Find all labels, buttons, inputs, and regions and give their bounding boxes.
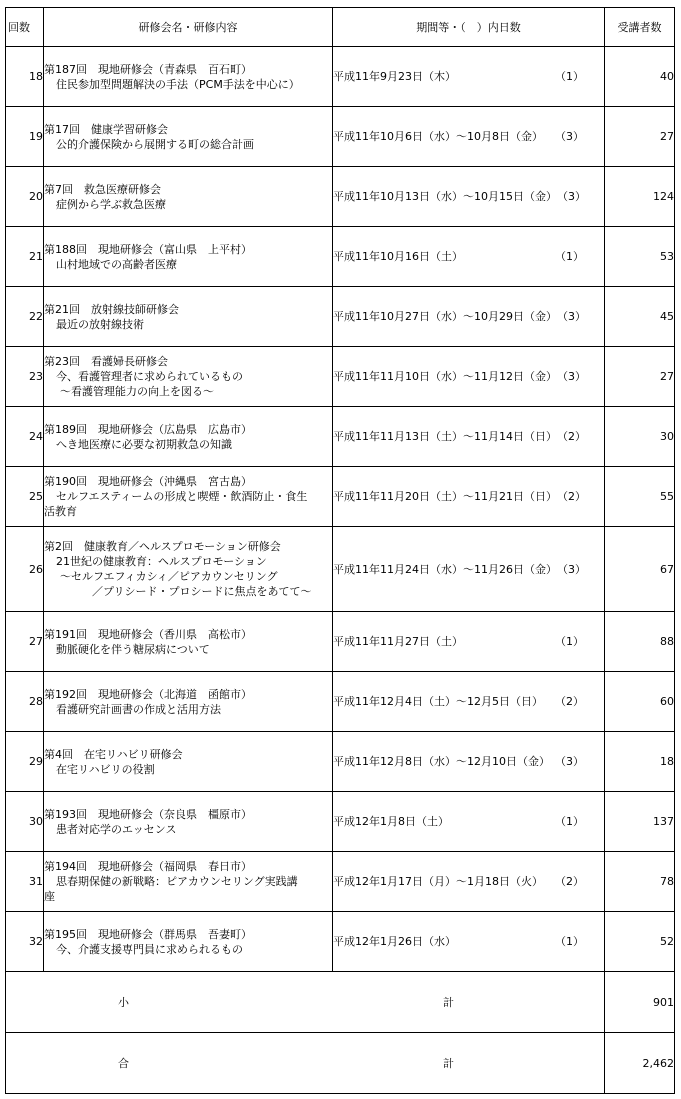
content-line: 今、介護支援専門員に求められるもの xyxy=(56,942,243,956)
row-period xyxy=(333,852,605,912)
table-row xyxy=(6,47,675,107)
title-line: 第192回 現地研修会（北海道 函館市） xyxy=(44,687,252,701)
content-line: 座 xyxy=(44,890,55,903)
row-title xyxy=(44,612,333,672)
row-no: 23 xyxy=(6,347,44,407)
title-line: 第7回 救急医療研修会 xyxy=(44,182,161,196)
period-date: 平成11年10月16日（土） xyxy=(333,250,463,263)
period-days: （2） xyxy=(555,875,584,888)
header-period: 期間等・（ ）内日数 xyxy=(333,8,605,47)
row-count: 27 xyxy=(605,107,675,167)
row-count: 45 xyxy=(605,287,675,347)
row-title xyxy=(44,167,333,227)
row-period xyxy=(333,527,605,612)
row-no: 22 xyxy=(6,287,44,347)
row-title xyxy=(44,912,333,972)
content-line: 住民参加型問題解決の手法（PCM手法を中心に） xyxy=(56,77,300,91)
row-count: 40 xyxy=(605,47,675,107)
table-row xyxy=(6,407,675,467)
header-row xyxy=(6,8,675,47)
title-line: 第190回 現地研修会（沖縄県 宮古島） xyxy=(44,475,252,488)
row-period xyxy=(333,227,605,287)
period-days: （2） xyxy=(555,695,584,708)
period-date: 平成11年11月27日（土） xyxy=(333,635,463,648)
row-title xyxy=(44,347,333,407)
content-line: 症例から学ぶ救急医療 xyxy=(56,197,166,211)
table-row xyxy=(6,227,675,287)
row-title xyxy=(44,852,333,912)
period-date: 平成11年9月23日（木） xyxy=(333,70,456,83)
header-no: 回数 xyxy=(6,8,44,47)
period-days: （3） xyxy=(556,310,586,323)
row-count: 67 xyxy=(605,527,675,612)
period-date: 平成11年11月24日（水）～11月26日（金） xyxy=(333,562,557,576)
period-date: 平成11年11月13日（土）～11月14日（日） xyxy=(333,430,557,443)
subtotal-label xyxy=(6,972,605,1033)
row-period xyxy=(333,672,605,732)
period-date: 平成11年11月20日（土）～11月21日（日） xyxy=(333,490,557,503)
row-count: 78 xyxy=(605,852,675,912)
row-period xyxy=(333,467,605,527)
row-title xyxy=(44,672,333,732)
content-line: 在宅リハビリの役割 xyxy=(56,762,155,776)
row-no: 32 xyxy=(6,912,44,972)
period-days: （3） xyxy=(556,190,586,203)
content-line: 21世紀の健康教育：ヘルスプロモーション xyxy=(56,555,267,568)
table-row xyxy=(6,347,675,407)
title-line: 第187回 現地研修会（青森県 百石町） xyxy=(44,62,252,76)
row-period xyxy=(333,612,605,672)
row-period xyxy=(333,47,605,107)
row-title xyxy=(44,107,333,167)
table-row xyxy=(6,672,675,732)
row-title xyxy=(44,467,333,527)
period-date: 平成11年10月13日（水）～10月15日（金） xyxy=(333,190,557,203)
row-no: 29 xyxy=(6,732,44,792)
row-period xyxy=(333,792,605,852)
table-row xyxy=(6,167,675,227)
period-date: 平成11年10月6日（水）～10月8日（金） xyxy=(333,130,543,143)
row-no: 25 xyxy=(6,467,44,527)
period-days: （1） xyxy=(555,935,584,948)
content-line: 今、看護管理者に求められているもの xyxy=(56,370,243,383)
period-date: 平成11年10月27日（水）～10月29日（金） xyxy=(333,310,557,323)
content-line: 山村地域での高齢者医療 xyxy=(56,257,177,271)
total-count: 2,462 xyxy=(605,1033,675,1094)
row-count: 53 xyxy=(605,227,675,287)
row-count: 52 xyxy=(605,912,675,972)
total-row xyxy=(6,1033,675,1094)
row-period xyxy=(333,287,605,347)
row-period xyxy=(333,167,605,227)
subtotal-label-right: 計 xyxy=(443,995,454,1009)
table-row xyxy=(6,467,675,527)
row-period xyxy=(333,912,605,972)
training-table xyxy=(5,7,675,1094)
content-line: 看護研究計画書の作成と活用方法 xyxy=(56,702,221,716)
title-line: 第2回 健康教育／ヘルスプロモーション研修会 xyxy=(44,540,281,553)
row-title xyxy=(44,792,333,852)
header-count: 受講者数 xyxy=(605,8,675,47)
title-line: 第189回 現地研修会（広島県 広島市） xyxy=(44,422,252,436)
row-count: 55 xyxy=(605,467,675,527)
period-date: 平成11年11月10日（水）～11月12日（金） xyxy=(333,370,557,383)
row-no: 26 xyxy=(6,527,44,612)
table-row xyxy=(6,852,675,912)
content-line: 患者対応学のエッセンス xyxy=(56,822,177,836)
period-days: （3） xyxy=(555,130,584,143)
content-line: 活教育 xyxy=(44,505,77,518)
content-line: 思春期保健の新戦略：ピアカウンセリング実践講 xyxy=(56,875,298,888)
title-line: 第191回 現地研修会（香川県 高松市） xyxy=(44,627,252,641)
content-line: ～セルフエフィカシィ／ピアカウンセリング xyxy=(60,570,278,583)
row-no: 20 xyxy=(6,167,44,227)
period-days: （3） xyxy=(555,755,584,768)
table-row xyxy=(6,287,675,347)
total-label-right: 計 xyxy=(443,1056,454,1070)
total-label-left: 合 xyxy=(118,1056,129,1070)
content-line: 公的介護保険から展開する町の総合計画 xyxy=(56,137,254,151)
row-title xyxy=(44,47,333,107)
content-line: 最近の放射線技術 xyxy=(56,317,144,331)
content-line: ～看護管理能力の向上を図る～ xyxy=(60,385,214,398)
table-row xyxy=(6,612,675,672)
table-row xyxy=(6,792,675,852)
row-period xyxy=(333,732,605,792)
row-title xyxy=(44,527,333,612)
period-days: （2） xyxy=(556,490,586,503)
period-date: 平成12年1月17日（月）～1月18日（火） xyxy=(333,875,543,888)
row-period xyxy=(333,347,605,407)
period-date: 平成12年1月8日（土） xyxy=(333,815,449,828)
row-period xyxy=(333,407,605,467)
content-line: へき地医療に必要な初期救急の知識 xyxy=(56,437,232,451)
row-count: 60 xyxy=(605,672,675,732)
title-line: 第4回 在宅リハビリ研修会 xyxy=(44,747,183,761)
row-title xyxy=(44,227,333,287)
table-row xyxy=(6,912,675,972)
header-name: 研修会名・研修内容 xyxy=(44,8,333,47)
total-label xyxy=(6,1033,605,1094)
row-title xyxy=(44,407,333,467)
content-line: ／プリシード・プロシードに焦点をあてて～ xyxy=(92,585,312,598)
title-line: 第21回 放射線技師研修会 xyxy=(44,302,179,316)
title-line: 第193回 現地研修会（奈良県 橿原市） xyxy=(44,807,252,821)
period-date: 平成12年1月26日（水） xyxy=(333,935,456,948)
period-days: （1） xyxy=(555,250,584,263)
row-period xyxy=(333,107,605,167)
row-no: 31 xyxy=(6,852,44,912)
subtotal-label-left: 小 xyxy=(118,995,129,1009)
row-no: 30 xyxy=(6,792,44,852)
row-count: 18 xyxy=(605,732,675,792)
period-days: （1） xyxy=(555,70,584,83)
content-line: 動脈硬化を伴う糖尿病について xyxy=(56,642,210,656)
period-days: （1） xyxy=(555,635,584,648)
row-no: 19 xyxy=(6,107,44,167)
title-line: 第195回 現地研修会（群馬県 吾妻町） xyxy=(44,927,252,941)
title-line: 第194回 現地研修会（福岡県 春日市） xyxy=(44,860,252,873)
row-count: 124 xyxy=(605,167,675,227)
row-count: 27 xyxy=(605,347,675,407)
subtotal-count: 901 xyxy=(605,972,675,1033)
title-line: 第23回 看護婦長研修会 xyxy=(44,355,168,368)
period-days: （2） xyxy=(556,430,586,443)
period-date: 平成11年12月8日（水）～12月10日（金） xyxy=(333,755,550,768)
row-no: 21 xyxy=(6,227,44,287)
row-count: 137 xyxy=(605,792,675,852)
table-row xyxy=(6,732,675,792)
row-no: 18 xyxy=(6,47,44,107)
table-row xyxy=(6,107,675,167)
subtotal-row xyxy=(6,972,675,1033)
row-no: 24 xyxy=(6,407,44,467)
period-date: 平成11年12月4日（土）～12月5日（日） xyxy=(333,695,543,708)
row-count: 30 xyxy=(605,407,675,467)
row-title xyxy=(44,287,333,347)
content-line: セルフエスティームの形成と喫煙・飲酒防止・食生 xyxy=(56,490,308,503)
row-no: 27 xyxy=(6,612,44,672)
period-days: （3） xyxy=(556,562,586,576)
period-days: （3） xyxy=(556,370,586,383)
row-count: 88 xyxy=(605,612,675,672)
title-line: 第17回 健康学習研修会 xyxy=(44,122,168,136)
row-no: 28 xyxy=(6,672,44,732)
title-line: 第188回 現地研修会（富山県 上平村） xyxy=(44,242,252,256)
period-days: （1） xyxy=(555,815,584,828)
table-row xyxy=(6,527,675,612)
row-title xyxy=(44,732,333,792)
